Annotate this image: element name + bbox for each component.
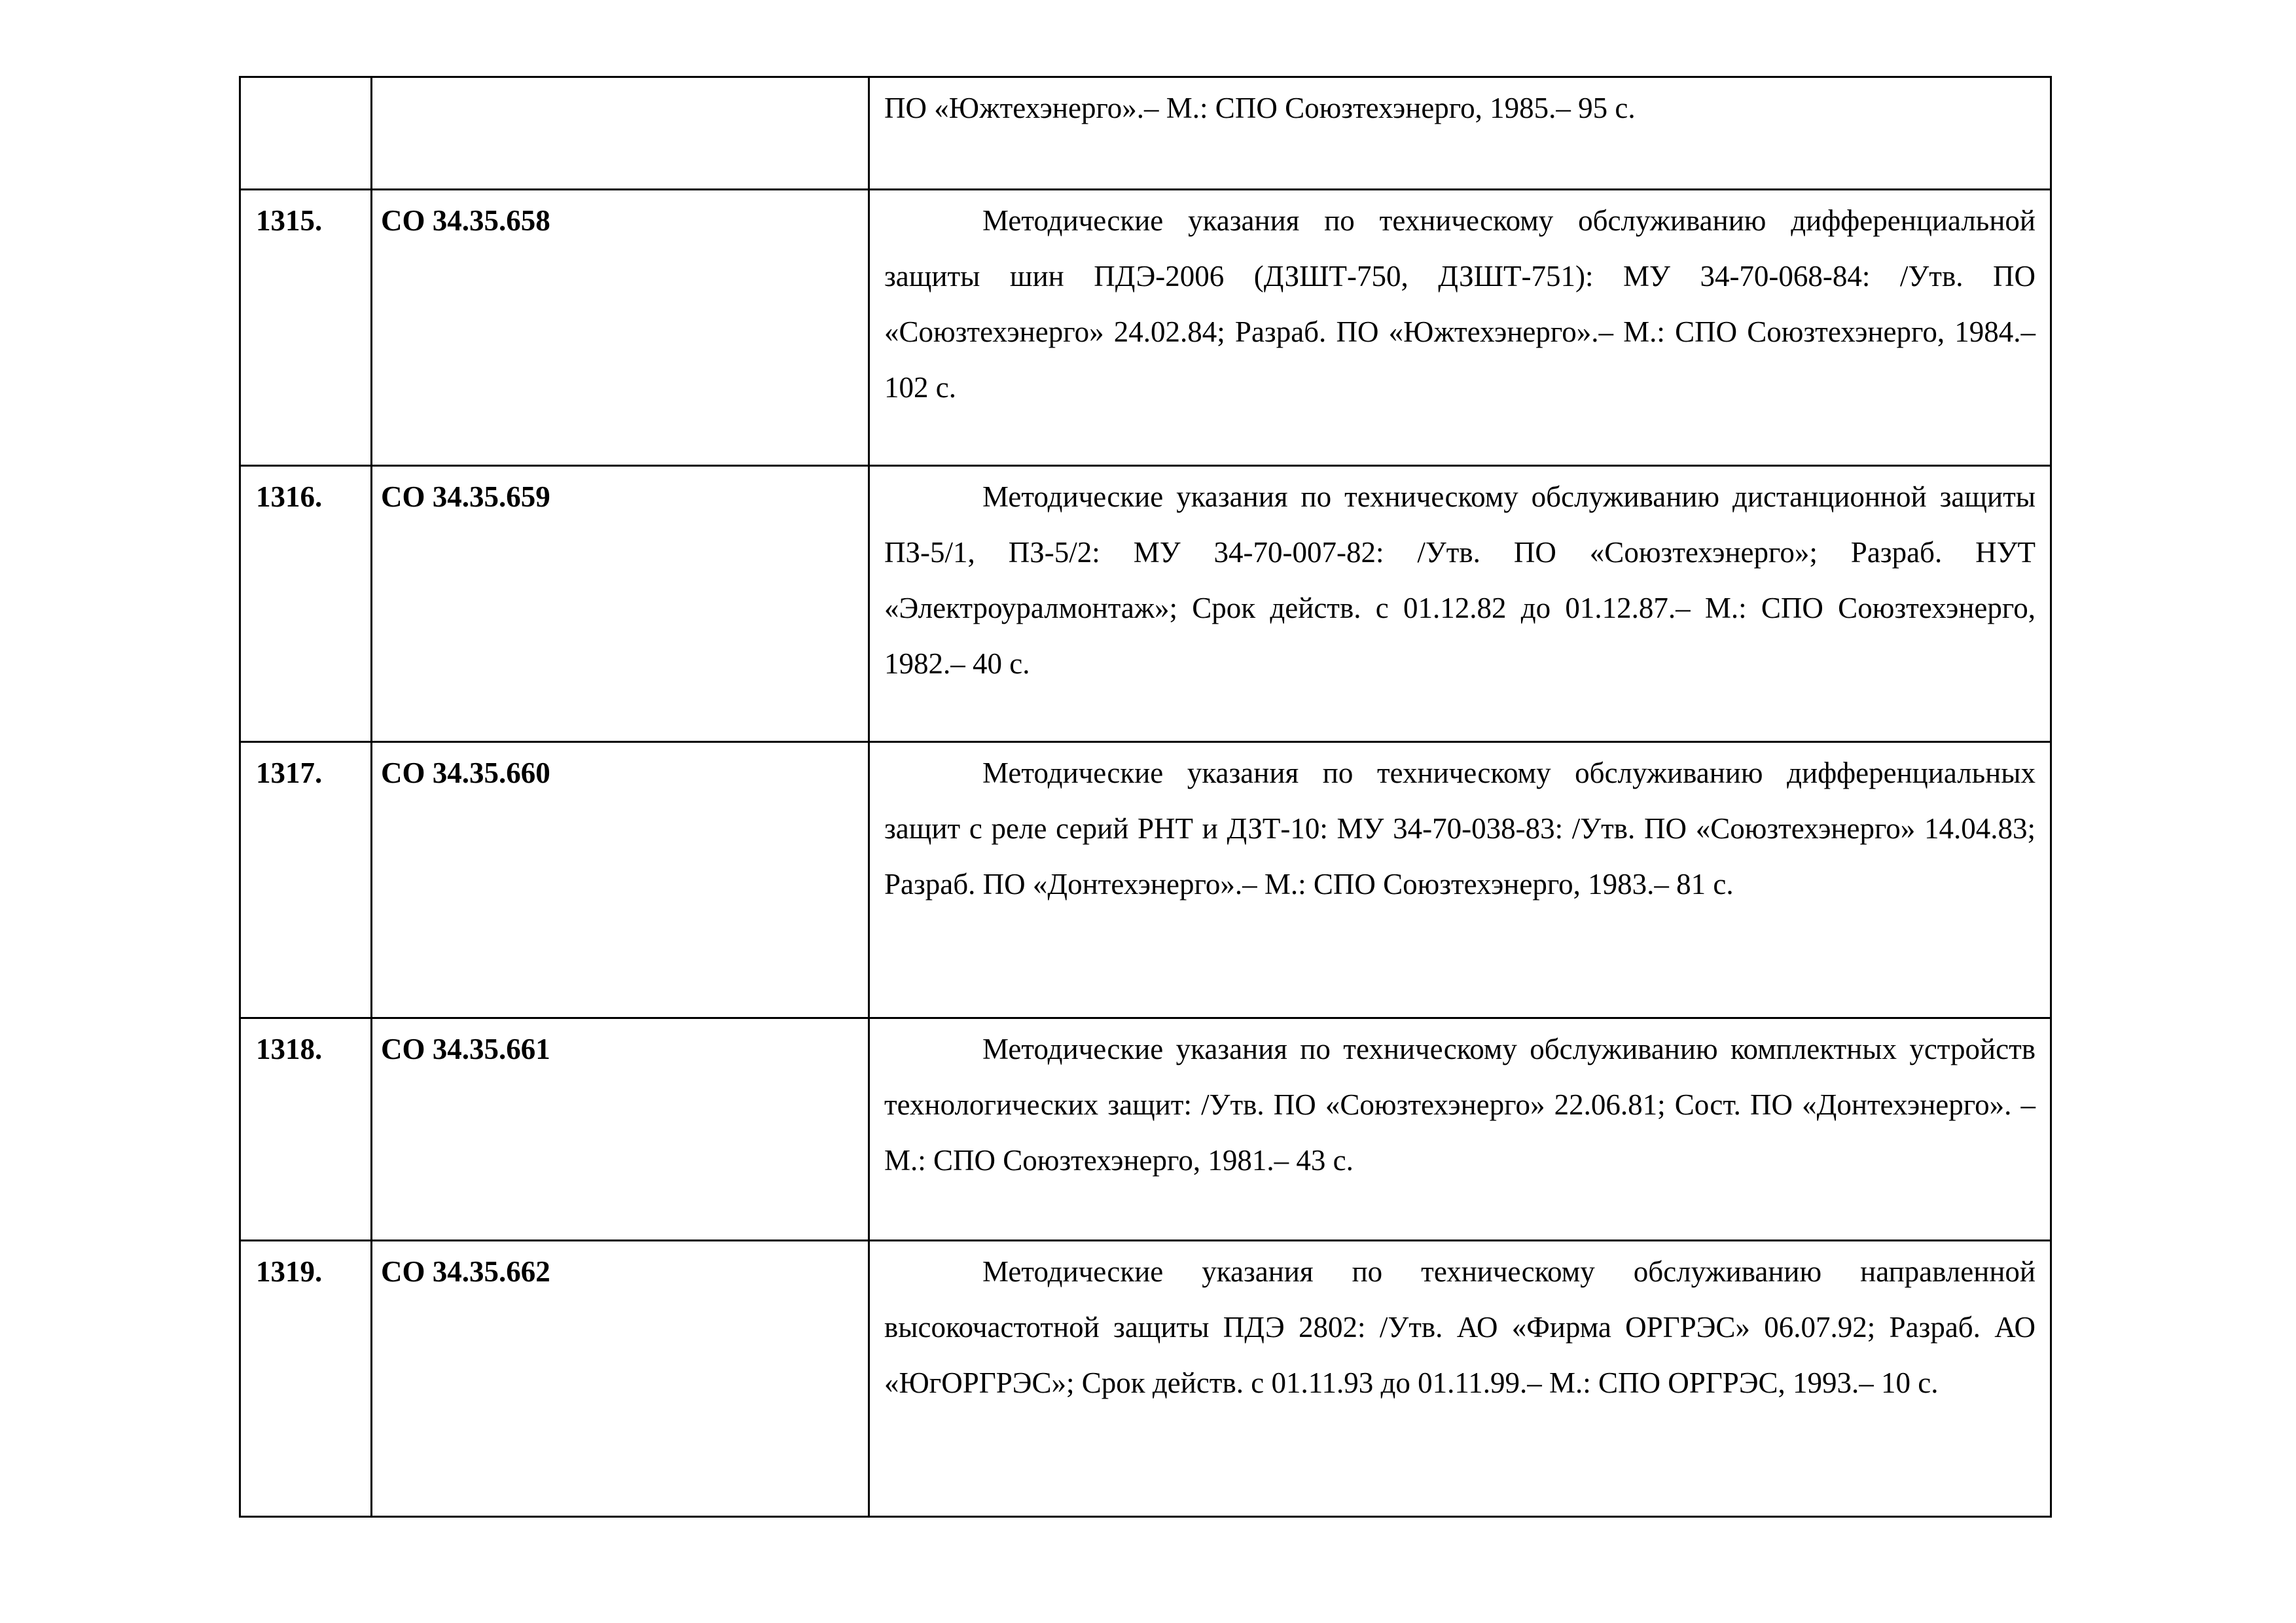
document-code-cell xyxy=(372,77,869,190)
table-row xyxy=(240,466,2051,742)
document-description-cell: Методические указания по техническому обслуживанию комплектных устройств технологических защит: /Утв. ПО «Союзтехэнерго» 22.06.81; Сост. ПО «Донтехэнерго». – М.: СПО Союзтехэнерго, 1981.– 43 с. xyxy=(869,1018,2051,1241)
document-code-cell: СО 34.35.662 xyxy=(372,1241,869,1517)
document-code-cell: СО 34.35.659 xyxy=(372,466,869,742)
table-row xyxy=(240,1018,2051,1241)
document-description-cell: ПО «Южтехэнерго».– М.: СПО Союзтехэнерго, 1985.– 95 с. xyxy=(869,77,2051,190)
document-code-cell: СО 34.35.661 xyxy=(372,1018,869,1241)
document-description-cell: Методические указания по техническому обслуживанию дифференциальной защиты шин ПДЭ-2006 (ДЗШТ-750, ДЗШТ-751): МУ 34-70-068-84: /Утв. ПО «Союзтехэнерго» 24.02.84; Разраб. ПО «Южтехэнерго».– М.: СПО Союзтехэнерго, 1984.– 102 с. xyxy=(869,190,2051,466)
row-number-cell: 1315. xyxy=(240,190,372,466)
standards-table xyxy=(239,76,2052,1518)
document-description-cell: Методические указания по техническому обслуживанию дистанционной защиты ПЗ-5/1, ПЗ-5/2: МУ 34-70-007-82: /Утв. ПО «Союзтехэнерго»; Разраб. НУТ «Электроуралмонтаж»; Срок действ. с 01.12.82 до 01.12.87.– М.: СПО Союзтехэнерго, 1982.– 40 с. xyxy=(869,466,2051,742)
table-row xyxy=(240,190,2051,466)
document-description-cell: Методические указания по техническому обслуживанию дифференциальных защит с реле серий РНТ и ДЗТ-10: МУ 34-70-038-83: /Утв. ПО «Союзтехэнерго» 14.04.83; Разраб. ПО «Донтехэнерго».– М.: СПО Союзтехэнерго, 1983.– 81 с. xyxy=(869,742,2051,1018)
row-number-cell: 1317. xyxy=(240,742,372,1018)
table-row xyxy=(240,77,2051,190)
document-description-cell: Методические указания по техническому обслуживанию направленной высокочастотной защиты ПДЭ 2802: /Утв. АО «Фирма ОРГРЭС» 06.07.92; Разраб. АО «ЮгОРГРЭС»; Срок действ. с 01.11.93 до 01.11.99.– М.: СПО ОРГРЭС, 1993.– 10 с. xyxy=(869,1241,2051,1517)
row-number-cell xyxy=(240,77,372,190)
table-row xyxy=(240,1241,2051,1517)
table-row xyxy=(240,742,2051,1018)
document-code-cell: СО 34.35.658 xyxy=(372,190,869,466)
row-number-cell: 1319. xyxy=(240,1241,372,1517)
row-number-cell: 1316. xyxy=(240,466,372,742)
document-code-cell: СО 34.35.660 xyxy=(372,742,869,1018)
row-number-cell: 1318. xyxy=(240,1018,372,1241)
